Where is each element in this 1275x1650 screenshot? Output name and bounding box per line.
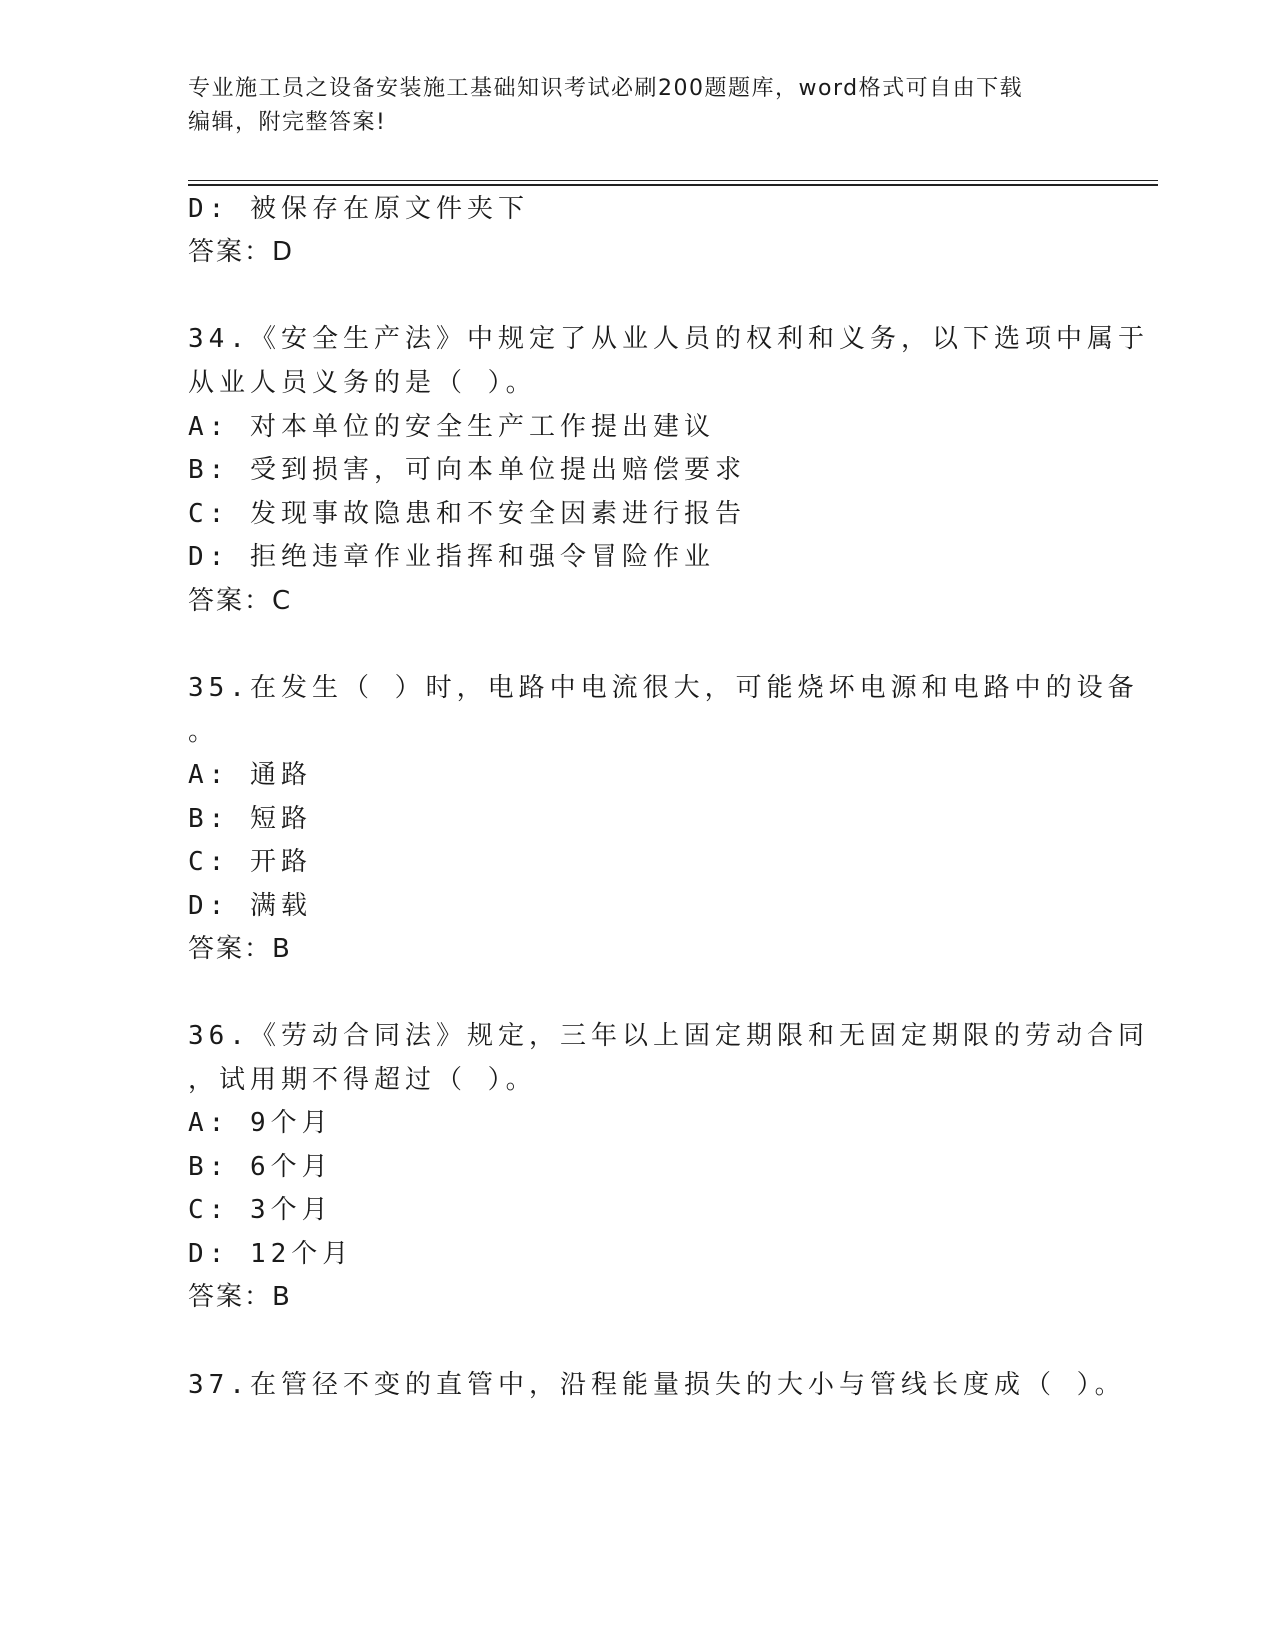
option-a: A: 通路 [188, 760, 312, 790]
option-a: A: 9个月 [188, 1108, 333, 1138]
option-b: B: 短路 [188, 804, 312, 834]
header-divider-thin [188, 180, 1158, 181]
answer-line: 答案：B [188, 934, 292, 964]
question-36-stem-cont: ，试用期不得超过（ ）。 [188, 1065, 537, 1095]
header-divider-thick [188, 184, 1158, 186]
option-d: D: 被保存在原文件夹下 [188, 194, 529, 224]
option-b: B: 6个月 [188, 1152, 333, 1182]
option-d: D: 12个月 [188, 1239, 354, 1269]
answer-line: 答案：D [188, 237, 295, 267]
option-c: C: 3个月 [188, 1195, 333, 1225]
question-35-stem: 35.在发生（ ）时，电路中电流很大，可能烧坏电源和电路中的设备 [188, 673, 1139, 703]
header-line-2: 编辑，附完整答案! [188, 110, 387, 135]
question-34-stem: 34.《安全生产法》中规定了从业人员的权利和义务，以下选项中属于 [188, 324, 1149, 354]
option-d: D: 拒绝违章作业指挥和强令冒险作业 [188, 542, 715, 572]
option-d: D: 满载 [188, 891, 312, 921]
answer-line: 答案：B [188, 1282, 292, 1312]
option-c: C: 发现事故隐患和不安全因素进行报告 [188, 499, 746, 529]
option-c: C: 开路 [188, 847, 312, 877]
answer-line: 答案：C [188, 586, 293, 616]
question-36-stem: 36.《劳动合同法》规定，三年以上固定期限和无固定期限的劳动合同 [188, 1021, 1149, 1051]
option-b: B: 受到损害，可向本单位提出赔偿要求 [188, 455, 746, 485]
option-a: A: 对本单位的安全生产工作提出建议 [188, 412, 715, 442]
question-37-stem: 37.在管径不变的直管中，沿程能量损失的大小与管线长度成（ ）。 [188, 1370, 1126, 1400]
question-35-stem-cont: 。 [188, 717, 220, 747]
header-line-1: 专业施工员之设备安装施工基础知识考试必刷200题题库，word格式可自由下载 [188, 76, 1024, 101]
document-header [188, 72, 1068, 140]
question-34-stem-cont: 从业人员义务的是（ ）。 [188, 368, 537, 398]
